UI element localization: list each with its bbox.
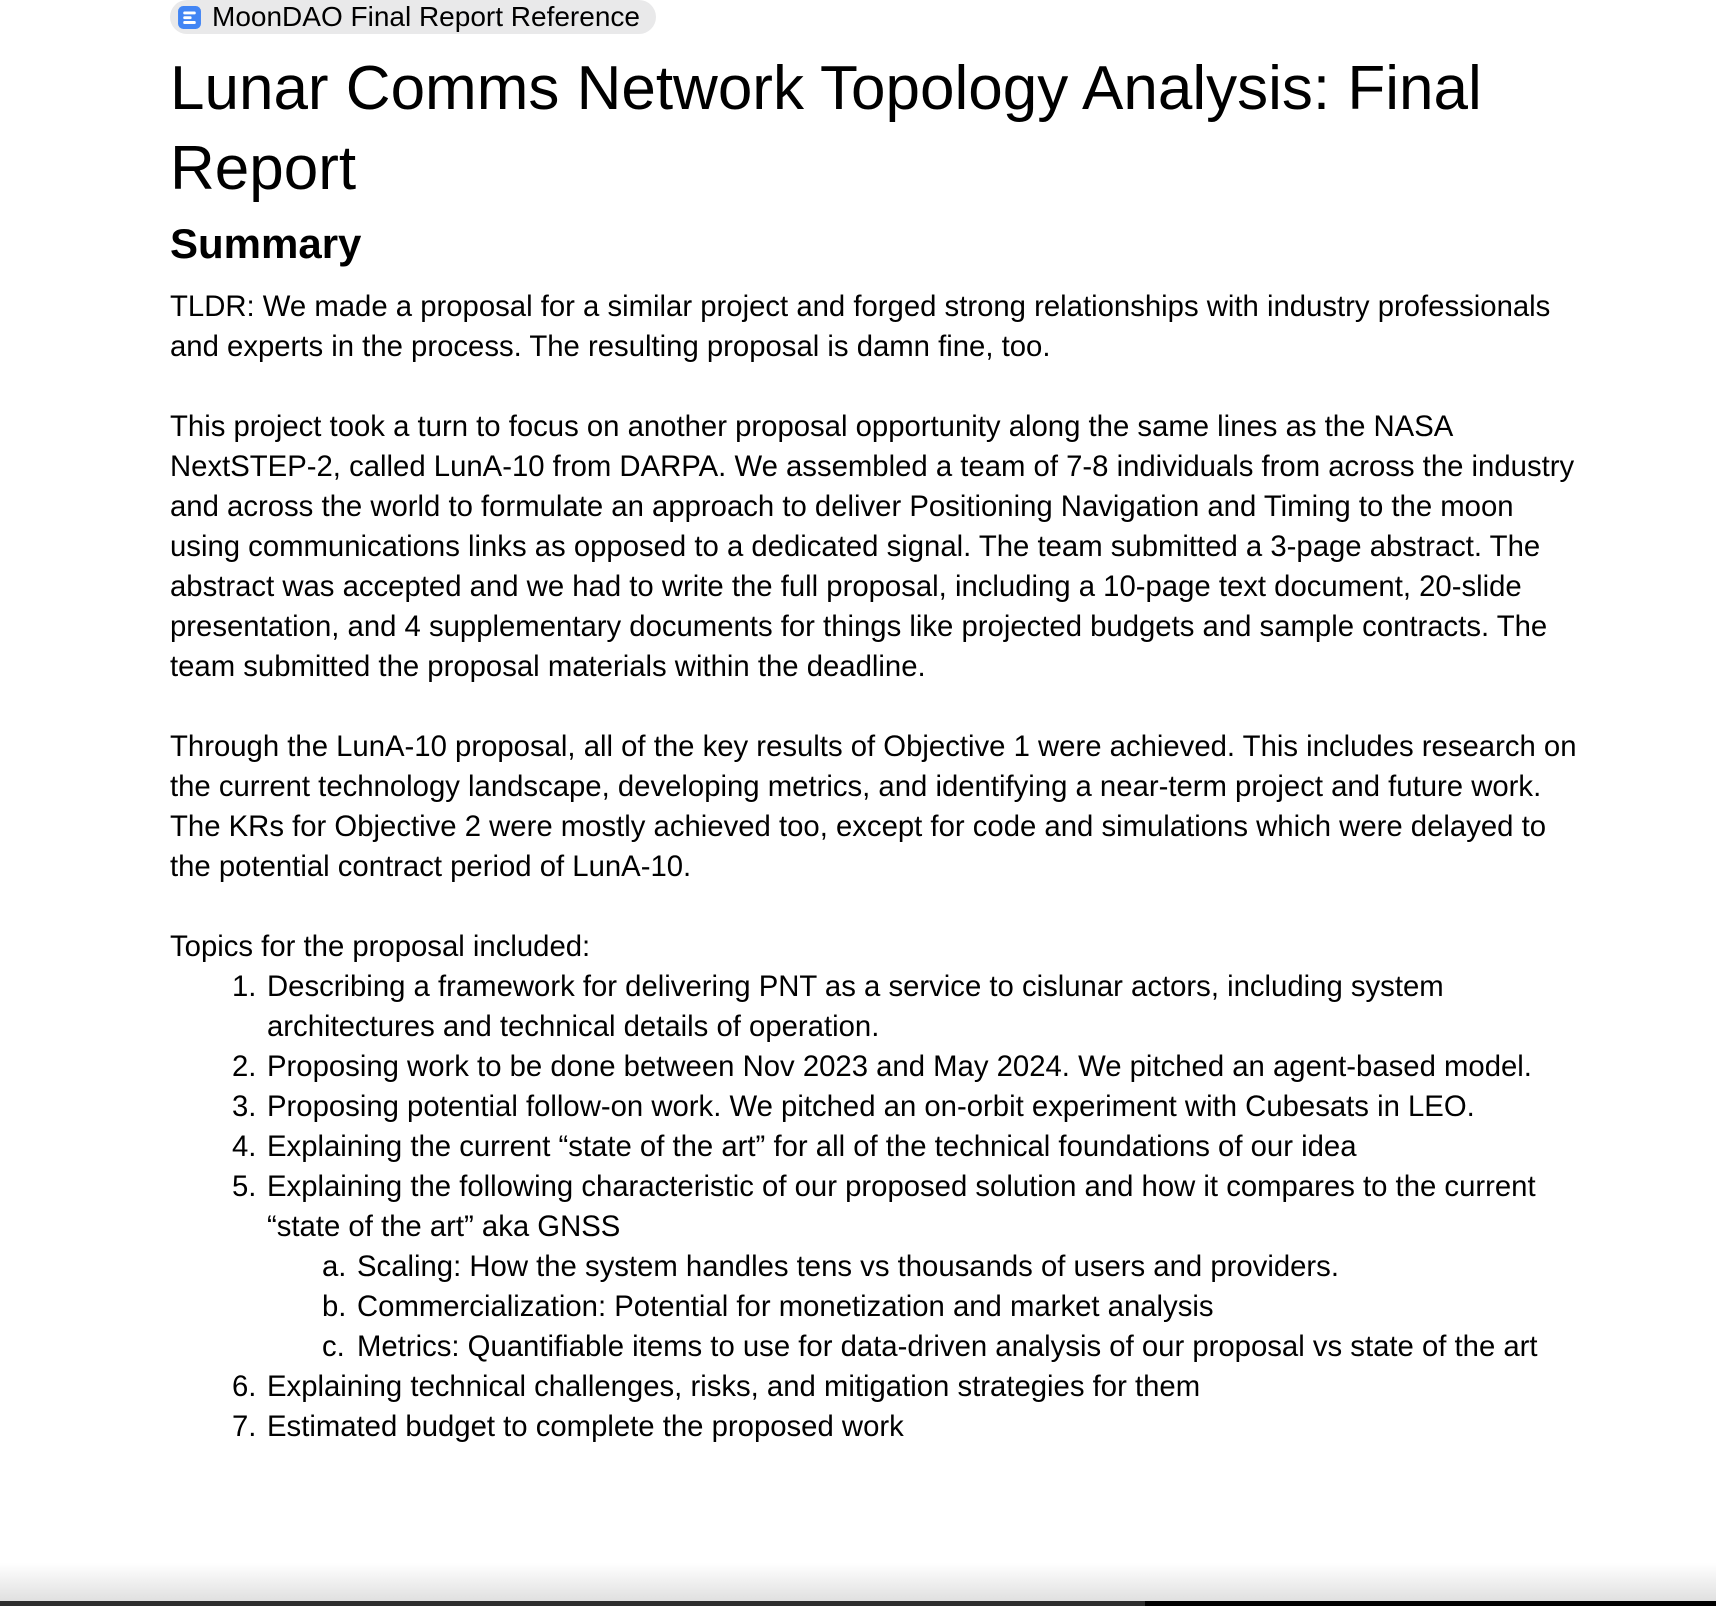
list-subitem-5b [170,1287,1590,1327]
paragraph-project-overview: This project took a turn to focus on another proposal opportunity along the same lines as the NASA NextSTEP-2, called LunA-10 from DARPA. We assembled a team of 7-8 individuals from across the industry and across the world to formulate an approach to deliver Positioning Navigation and Timing to the moon using communications links as opposed to a dedicated signal. The team submitted a 3-page abstract. The abstract was accepted and we had to write the full proposal, including a 10-page text document, 20-slide presentation, and 4 supplementary documents for things like projected budgets and sample contracts. The team submitted the proposal materials within the deadline. [170,409,1575,683]
list-marker: b. [322,1289,347,1323]
topics-list [170,967,1590,1447]
list-item-text: Commercialization: Potential for monetization and market analysis [357,1289,1214,1323]
list-marker: 1. [232,969,257,1003]
doc-reference-chip[interactable] [170,0,656,34]
document-icon [177,5,202,30]
paragraph-tldr: TLDR: We made a proposal for a similar project and forged strong relationships with industry professionals and experts in the process. The resulting proposal is damn fine, too. [170,289,1551,363]
list-item-text: Proposing potential follow-on work. We pitched an on-orbit experiment with Cubesats in LEO. [267,1089,1475,1123]
list-marker: a. [322,1249,347,1283]
list-marker: 2. [232,1049,257,1083]
chip-label: MoonDAO Final Report Reference [212,1,640,32]
list-subitem-5c [170,1327,1590,1367]
paragraph-objectives: Through the LunA-10 proposal, all of the key results of Objective 1 were achieved. This includes research on the current technology landscape, developing metrics, and identifying a near-term project and future work. The KRs for Objective 2 were mostly achieved too, except for code and simulations which were delayed to the potential contract period of LunA-10. [170,729,1577,883]
list-item-2 [170,1047,1590,1087]
window-bottom-edge [0,1601,1716,1606]
list-item-text: Scaling: How the system handles tens vs thousands of users and providers. [357,1249,1339,1283]
list-item-text: Describing a framework for delivering PNT as a service to cislunar actors, including system architectures and technical details of operation. [267,969,1444,1043]
list-marker: 7. [232,1409,257,1443]
list-item-4 [170,1127,1590,1167]
list-item-text: Explaining the current “state of the art” for all of the technical foundations of our idea [267,1129,1357,1163]
list-item-7 [170,1407,1590,1447]
list-item-1 [170,967,1590,1047]
window-bottom-shadow [0,1563,1716,1601]
document-page [170,0,1590,1447]
list-item-text: Explaining technical challenges, risks, and mitigation strategies for them [267,1369,1201,1403]
list-marker: 5. [232,1169,257,1203]
list-marker: 4. [232,1129,257,1163]
paragraph-topics-intro: Topics for the proposal included: [170,929,591,963]
list-item-5 [170,1167,1590,1247]
list-item-3 [170,1087,1590,1127]
bottom-bar-right-segment [1145,1601,1716,1606]
list-item-text: Estimated budget to complete the proposed work [267,1409,904,1443]
bottom-bar-left-segment [0,1601,1145,1606]
list-subitem-5a [170,1247,1590,1287]
list-item-text: Proposing work to be done between Nov 2023 and May 2024. We pitched an agent-based model. [267,1049,1532,1083]
list-item-6 [170,1367,1590,1407]
list-marker: 3. [232,1089,257,1123]
list-item-text: Explaining the following characteristic of our proposed solution and how it compares to the current “state of the art” aka GNSS [267,1169,1536,1243]
list-item-text: Metrics: Quantifiable items to use for data-driven analysis of our proposal vs state of the art [357,1329,1538,1363]
list-marker: 6. [232,1369,257,1403]
page-title: Lunar Comms Network Topology Analysis: Final Report [170,53,1482,203]
section-heading-summary: Summary [170,219,362,267]
list-marker: c. [322,1329,345,1363]
